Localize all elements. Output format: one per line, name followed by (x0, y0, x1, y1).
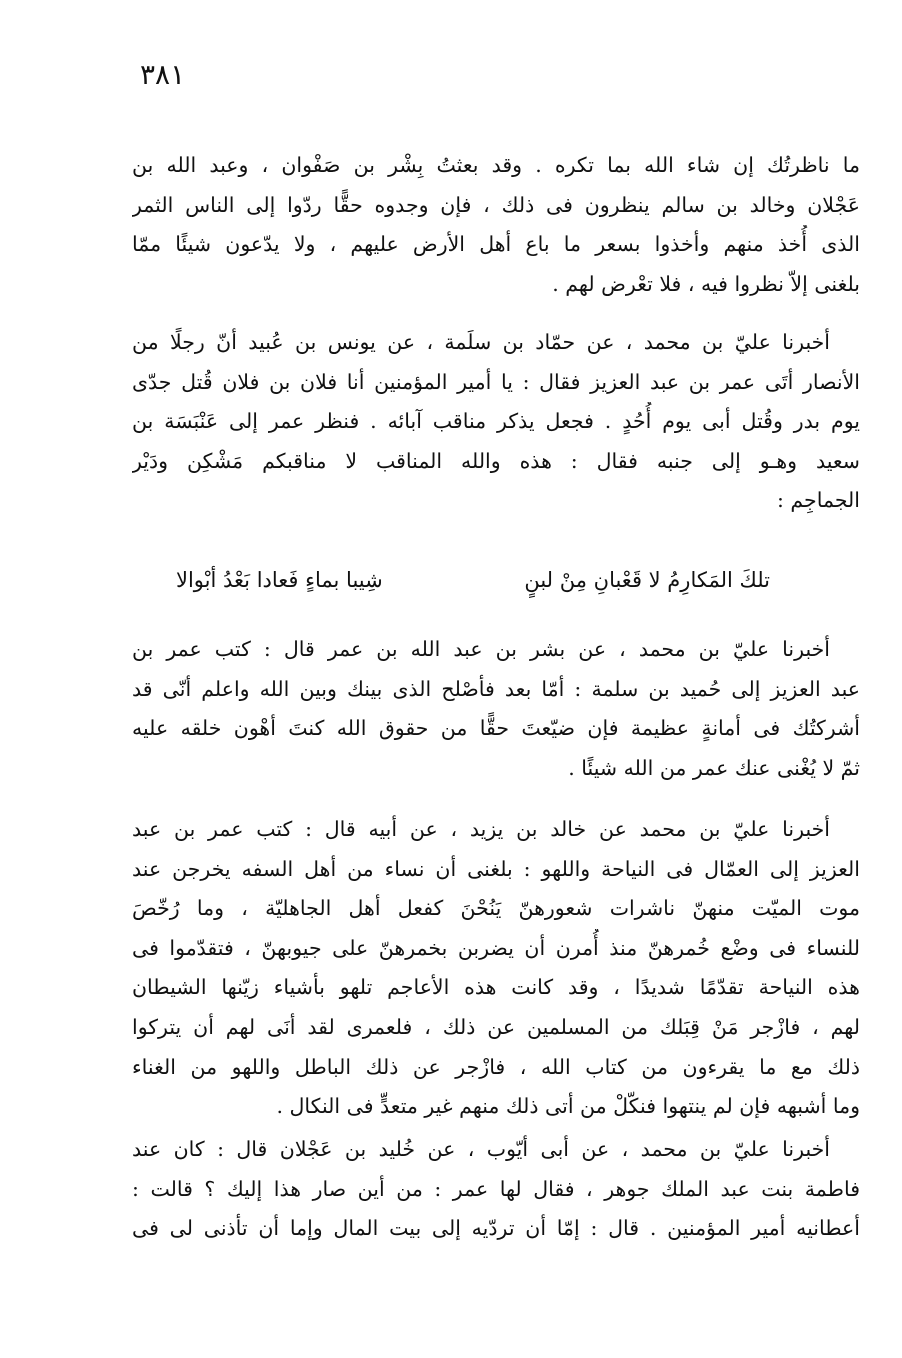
text-line: للنساء فى وضْع خُمرهنّ منذ أُمرن أن يضربن بخمرهنّ على جيوبهنّ ، فتقدّموا فى (132, 935, 860, 960)
paragraph-letter-mourning (132, 810, 860, 1127)
verse-second-hemistich: شِيبا بماءٍ فَعادا بَعْدُ أبْوالا (176, 568, 383, 592)
text-line: أخبرنا عليّ بن محمد ، عن بشر بن عبد الله بن عمر قال : كتب عمر بن (132, 637, 830, 661)
paragraph-continuation (132, 146, 860, 304)
text-line: عبد العزيز إلى حُميد بن سلمة : أمّا بعد فأصْلح الذى بينك وبين الله واعلم أنّى قد (132, 676, 860, 701)
text-line: أخبرنا عليّ بن محمد ، عن أبى أيّوب ، عن خُليد بن عَجْلان قال : كان عند (132, 1137, 830, 1161)
verse-first-hemistich: تلكَ المَكارِمُ لا قَعْبانِ مِنْ لبنٍ (524, 568, 770, 592)
text-line: ما ناظرتُك إن شاء الله بما تكره . وقد بعثتُ بِشْر بن صَفْوان ، وعبد الله بن (132, 153, 860, 177)
text-line: الأنصار أتَى عمر بن عبد العزيز فقال : يا أمير المؤمنين أنا فلان بن فلان قُتل جدّى (132, 369, 860, 394)
text-line: العزيز إلى العمّال فى النياحة واللهو : بلغنى أن نساء من أهل السفه يخرجن عند (132, 856, 860, 881)
text-line: سعيد وهـو إلى جنبه فقال : هذه والله المناقب لا مناقبكم مَشْكِن ودَيْر (132, 448, 860, 473)
page-number: ٣٨١ (140, 58, 186, 91)
text-line: موت الميّت منهنّ ناشرات شعورهنّ يَنُحْنَ كفعل أهل الجاهليّة ، وما رُخّصَ (132, 896, 860, 921)
text-line: وما أشبهه فإن لم ينتهوا فنكّلْ من أتى ذلك منهم غير متعدٍّ فى النكال . (276, 1094, 860, 1119)
text-line: الجماجِم : (776, 488, 860, 513)
paragraph-ansari-man (132, 323, 860, 521)
text-line: عَجْلان وخالد بن سالم ينظرون فى ذلك ، فإن وجدوه حقًّا ردّوا إلى الناس الثمر (132, 192, 860, 217)
text-line: ذلك مع ما يقرءون من كتاب الله ، فازْجر عن ذلك الباطل واللهو من الغناء (132, 1054, 860, 1079)
text-line: أخبرنا عليّ بن محمد ، عن حمّاد بن سلَمة ، عن يونس بن عُبيد أنّ رجلًا من (132, 330, 830, 354)
text-line: هذه النياحة تقدّمًا شديدًا ، وقد كانت هذه الأعاجم تلهو بأشياء زيّنها الشيطان (132, 975, 860, 1000)
text-line: الذى أُخذ منهم وأخذوا بسعر ما باع أهل الأرض عليهم ، ولا يدّعون شيئًا ممّا (132, 232, 860, 257)
text-line: أعطانيه أمير المؤمنين . قال : إمّا أن تردّيه إلى بيت المال وإما أن تأذنى لى فى (132, 1216, 860, 1241)
poetry-verse (132, 560, 860, 600)
text-line: أشركتُك فى أمانةٍ عظيمة فإن ضيّعتَ حقًّا من حقوق الله كنتَ أهْون خلقه عليه (132, 716, 860, 741)
paragraph-fatima-jewel (132, 1130, 860, 1249)
text-line: فاطمة بنت عبد الملك جوهر ، فقال لها عمر : من أين صار هذا إليك ؟ قالت : (132, 1176, 860, 1201)
text-line: أخبرنا عليّ بن محمد عن خالد بن يزيد ، عن أبيه قال : كتب عمر بن عبد (132, 817, 830, 841)
text-line: يوم بدر وقُتل أبى يوم أُحُدٍ . فجعل يذكر مناقب آبائه . فنظر عمر إلى عَنْبَسَة بن (132, 409, 860, 434)
text-line: بلغنى إلاّ نظروا فيه ، فلا تعْرض لهم . (552, 271, 860, 296)
paragraph-letter-humayd (132, 630, 860, 788)
text-line: لهم ، فازْجر مَنْ قِبَلك من المسلمين عن ذلك ، فلعمرى لقد أنَى لهم أن يتركوا (132, 1014, 860, 1039)
text-line: ثمّ لا يُغْنى عنك عمر من الله شيئًا . (568, 755, 860, 780)
